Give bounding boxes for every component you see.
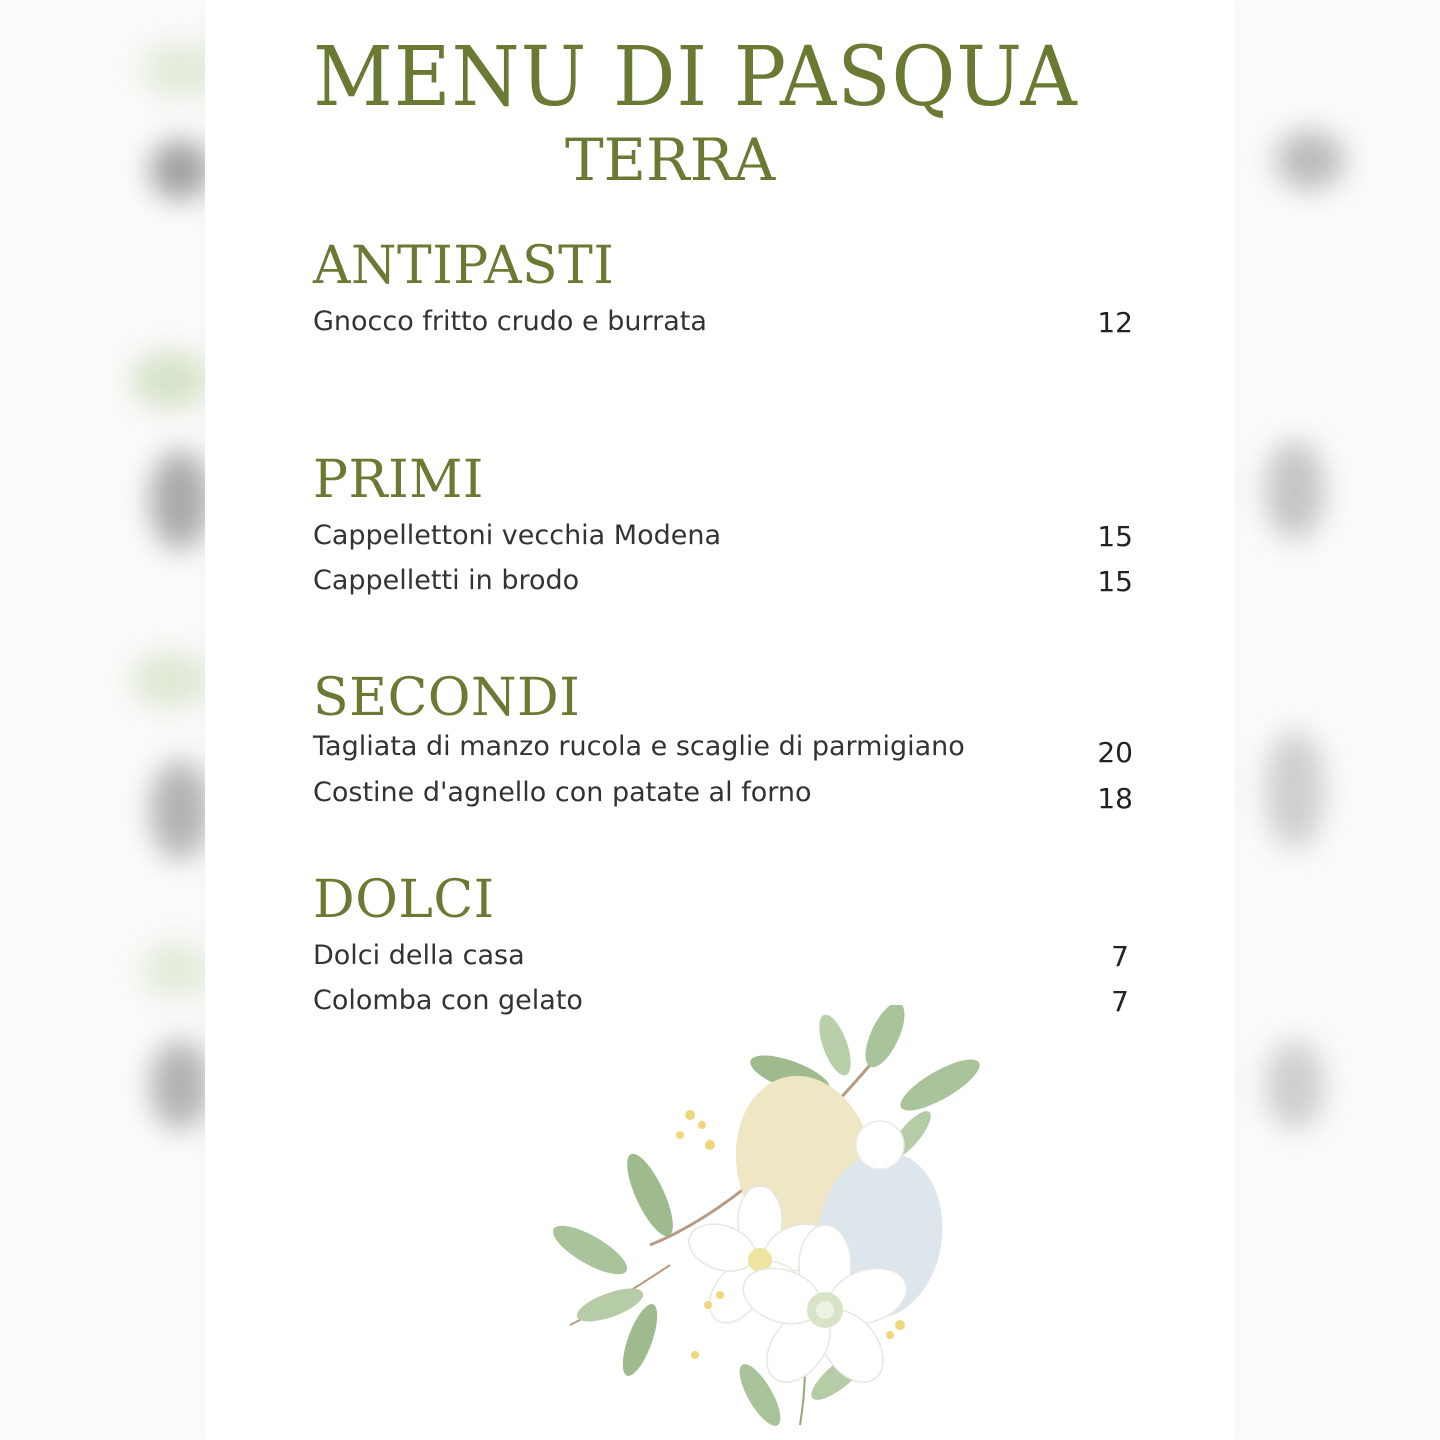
- item-name: Gnocco fritto crudo e burrata: [313, 306, 707, 337]
- menu-item: [313, 565, 1133, 596]
- item-price: 20: [1097, 736, 1133, 769]
- floral-easter-eggs-illustration: [550, 1005, 990, 1435]
- item-price: 7: [1111, 940, 1129, 973]
- item-name: Tagliata di manzo rucola e scaglie di parmigiano: [313, 731, 965, 762]
- blurred-background-left: [0, 0, 210, 1440]
- menu-page: [205, 0, 1235, 1440]
- section-heading-dolci: DOLCI: [313, 870, 495, 930]
- menu-item: [313, 731, 1133, 769]
- menu-subtitle: TERRA: [565, 126, 776, 194]
- section-heading-antipasti: ANTIPASTI: [313, 236, 615, 296]
- menu-item: [313, 520, 1133, 551]
- item-name: Colomba con gelato: [313, 985, 583, 1016]
- blurred-background-right: [1235, 0, 1440, 1440]
- menu-item: [313, 940, 1133, 971]
- item-name: Cappellettoni vecchia Modena: [313, 520, 722, 551]
- item-name: Cappelletti in brodo: [313, 565, 580, 596]
- menu-title: MENU DI PASQUA: [313, 30, 1078, 125]
- item-name: Dolci della casa: [313, 940, 525, 971]
- item-name: Costine d'agnello con patate al forno: [313, 777, 812, 808]
- item-price: 18: [1097, 782, 1133, 815]
- item-price: 15: [1097, 565, 1133, 598]
- item-price: 15: [1097, 520, 1133, 553]
- menu-item: [313, 777, 1133, 815]
- menu-item: [313, 306, 1133, 337]
- section-heading-primi: PRIMI: [313, 450, 484, 510]
- item-price: 12: [1097, 306, 1133, 339]
- item-price: 7: [1111, 985, 1129, 1018]
- section-heading-secondi: SECONDI: [313, 668, 581, 728]
